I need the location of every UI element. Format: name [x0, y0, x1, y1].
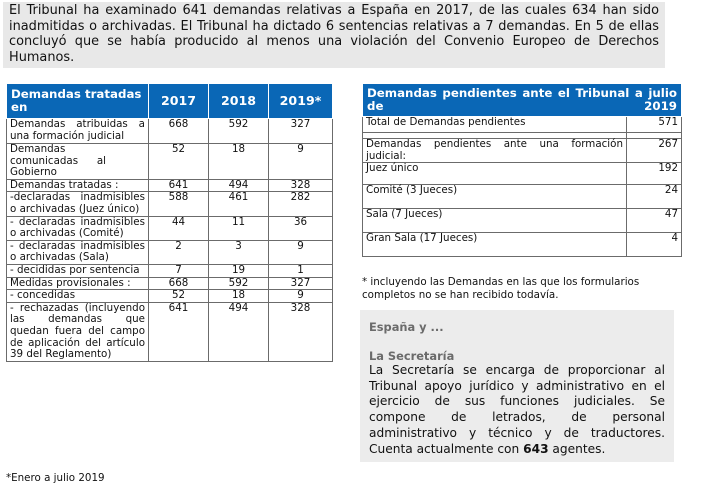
box-heading: España y ... — [369, 320, 444, 334]
cell-value: 24 — [627, 185, 682, 209]
table-row — [7, 264, 333, 277]
table-row — [363, 163, 682, 185]
cell-value: 571 — [627, 117, 682, 133]
row-label: - declaradas inadmisibles o archivadas (Sala) — [7, 240, 149, 264]
row-label: Medidas provisionales : — [7, 277, 149, 290]
box-text-before: La Secretaría se encarga de proporcionar al Tribunal apoyo jurídico y administrativo en el ejercicio de sus funciones judiciales. Se compone de letrados, de personal administrativo y técnico y de traductores. Cuenta actualmente con — [369, 363, 665, 456]
cell-value: 9 — [269, 144, 333, 180]
cell-value: 7 — [149, 264, 209, 277]
cell-value: 11 — [209, 216, 269, 240]
cell-value: 18 — [209, 290, 269, 303]
cell-value: 4 — [627, 233, 682, 257]
cell-value: 3 — [209, 240, 269, 264]
table-row — [7, 144, 333, 180]
cell-value: 52 — [149, 290, 209, 303]
row-label: Gran Sala (17 Jueces) — [363, 233, 627, 257]
cell-value: 267 — [627, 139, 682, 163]
box-text — [369, 363, 665, 457]
table2-footnote: * incluyendo las Demandas en las que los formularios completos no se han recibido todavía. — [362, 276, 640, 301]
cell-value: 668 — [149, 119, 209, 144]
row-label: Comité (3 Jueces) — [363, 185, 627, 209]
row-label: Demandas atribuidas a una formación judicial — [7, 119, 149, 144]
cell-value: 9 — [269, 290, 333, 303]
demandas-tratadas-table — [6, 83, 333, 362]
row-label: -declaradas inadmisibles o archivadas (Juez único) — [7, 192, 149, 216]
cell-value: 494 — [209, 179, 269, 192]
cell-value: 52 — [149, 144, 209, 180]
cell-value: 36 — [269, 216, 333, 240]
table-row — [7, 179, 333, 192]
cell-value: 592 — [209, 119, 269, 144]
table-row — [363, 117, 682, 133]
table-row — [7, 302, 333, 361]
box-text-after: agentes. — [548, 441, 606, 456]
cell-value: 282 — [269, 192, 333, 216]
table-row — [7, 216, 333, 240]
cell-value: 18 — [209, 144, 269, 180]
row-label: Demandas pendientes ante una formación judicial: — [363, 139, 627, 163]
cell-value: 9 — [269, 240, 333, 264]
cell-value: 641 — [149, 302, 209, 361]
box-subheading: La Secretaría — [369, 349, 455, 363]
table1-footnote: *Enero a julio 2019 — [6, 472, 105, 484]
row-label: - decididas por sentencia — [7, 264, 149, 277]
table-row — [7, 192, 333, 216]
row-label: Juez único — [363, 163, 627, 185]
cell-value: 327 — [269, 119, 333, 144]
intro-paragraph: El Tribunal ha examinado 641 demandas relativas a España en 2017, de las cuales 634 han sido inadmitidas o archivadas. El Tribunal ha dictado 6 sentencias relativas a 7 demandas. En 5 de ellas concluyó que se había producido al menos una violación del Convenio Europeo de Derechos Humanos. — [3, 2, 665, 68]
row-label: Total de Demandas pendientes — [363, 117, 627, 133]
cell-value: 1 — [269, 264, 333, 277]
cell-value: 668 — [149, 277, 209, 290]
table2-header: Demandas pendientes ante el Tribunal a julio de 2019 — [363, 84, 682, 117]
secretaria-box — [360, 310, 674, 462]
cell-value: 588 — [149, 192, 209, 216]
row-label: - rechazadas (incluyendo las demandas que quedan fuera del campo de aplicación del artículo 39 del Reglamento) — [7, 302, 149, 361]
cell-value: 494 — [209, 302, 269, 361]
cell-value: 327 — [269, 277, 333, 290]
year-2017-header: 2017 — [149, 84, 209, 119]
table-row — [363, 185, 682, 209]
table-row — [7, 290, 333, 303]
cell-value: 592 — [209, 277, 269, 290]
year-2018-header: 2018 — [209, 84, 269, 119]
cell-value: 328 — [269, 179, 333, 192]
row-label: - declaradas inadmisibles o archivadas (Comité) — [7, 216, 149, 240]
cell-value: 2 — [149, 240, 209, 264]
cell-value: 461 — [209, 192, 269, 216]
row-label: Demandas tratadas : — [7, 179, 149, 192]
row-label: - concedidas — [7, 290, 149, 303]
cell-value: 641 — [149, 179, 209, 192]
row-label: Sala (7 Jueces) — [363, 209, 627, 233]
table-row — [363, 233, 682, 257]
table-row — [7, 240, 333, 264]
table-row — [363, 139, 682, 163]
cell-value: 192 — [627, 163, 682, 185]
row-label: Demandas comunicadas al Gobierno — [7, 144, 149, 180]
table-row — [363, 209, 682, 233]
table-row — [7, 119, 333, 144]
table-row — [7, 277, 333, 290]
table1-header: Demandas tratadas en — [7, 84, 149, 119]
cell-value: 44 — [149, 216, 209, 240]
demandas-pendientes-table — [362, 83, 682, 257]
year-2019-header: 2019* — [269, 84, 333, 119]
cell-value: 328 — [269, 302, 333, 361]
cell-value: 19 — [209, 264, 269, 277]
agents-count: 643 — [523, 441, 549, 456]
cell-value: 47 — [627, 209, 682, 233]
